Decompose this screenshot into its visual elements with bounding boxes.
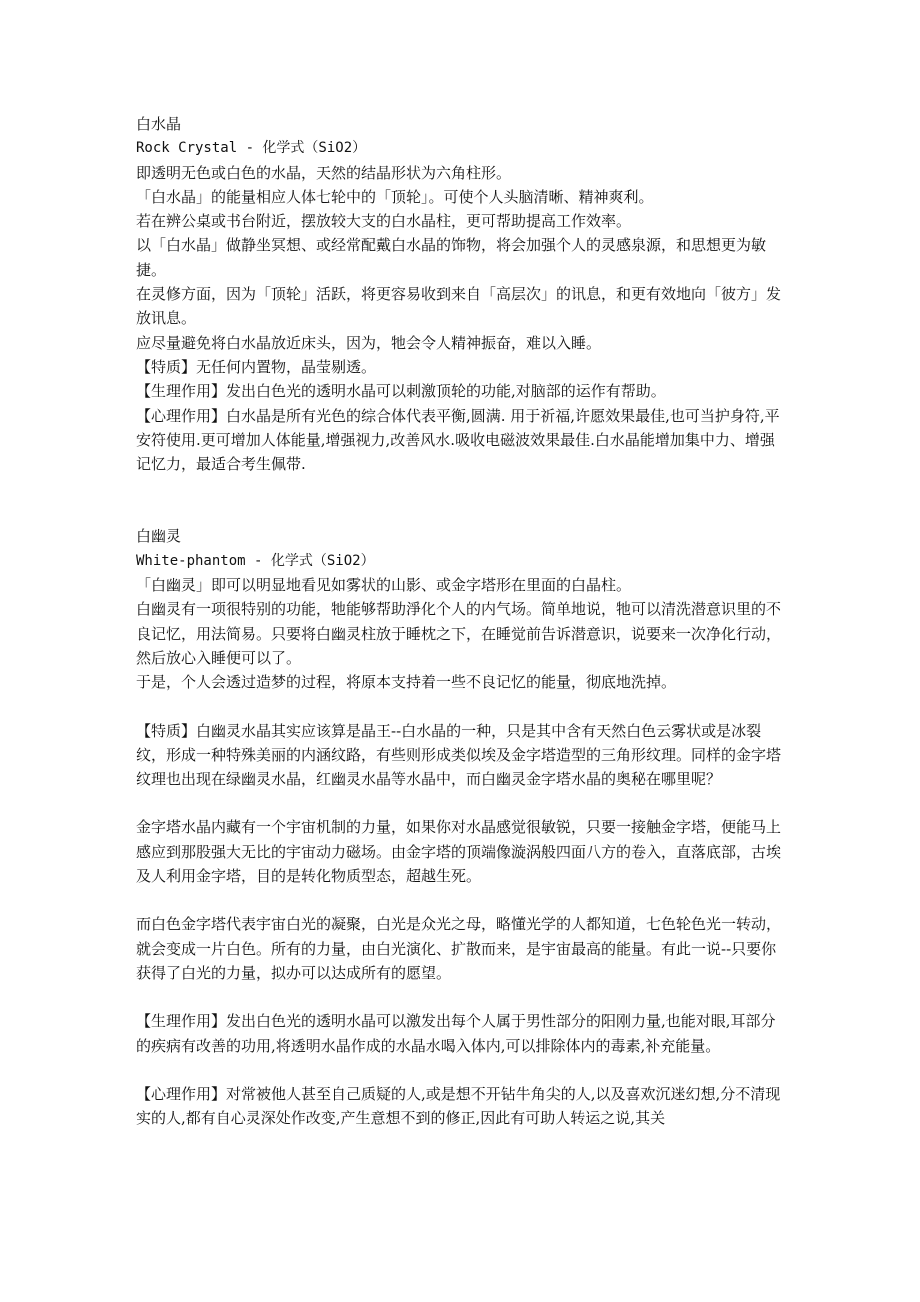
paragraph: 于是，个人会透过造梦的过程，将原本支持着一些不良记忆的能量，彻底地洗掉。 [136,673,677,692]
paragraph-physiology: 【生理作用】发出白色光的透明水晶可以激发出每个人属于男性部分的阳刚力量,也能对眼,耳部分的疾病有改善的功用,将透明水晶作成的水晶水喝入体内,可以排除体内的毒素,补充能量。 [136,1012,776,1055]
formula-line: White-phantom - 化学式（SiO2） [136,552,375,569]
section-title: 白幽灵 [136,527,182,546]
section-white-crystal [136,112,786,476]
paragraph-psychology: 【心理作用】对常被他人甚至自己质疑的人,或是想不开钻牛角尖的人,以及喜欢沉迷幻想,分不清现实的人,都有自心灵深处作改变,产生意想不到的修正,因此有可助人转运之说,其关 [136,1084,781,1128]
paragraph: 在灵修方面，因为「顶轮」活跃，将更容易收到来自「高层次」的讯息，和更有效地向「彼方」发放讯息。 [136,285,782,328]
section-white-phantom [136,524,786,1130]
formula-line: Rock Crystal - 化学式（SiO2） [136,140,367,157]
paragraph: 即透明无色或白色的水晶，天然的结晶形状为六角柱形。 [136,163,512,182]
paragraph-psychology: 【心理作用】白水晶是所有光色的综合体代表平衡,圆满. 用于祈福,许愿效果最佳,也可当护身符,平安符使用.更可增加人体能量,增强视力,改善风水.吸收电磁波效果最佳.白水晶能增加集中力、增强记忆力，最适合考生佩带. [136,406,780,474]
paragraph: 「白幽灵」即可以明显地看见如雾状的山影、或金字塔形在里面的白晶柱。 [136,576,632,595]
paragraph: 以「白水晶」做静坐冥想、或经常配戴白水晶的饰物，将会加强个人的灵感泉源，和思想更为敏捷。 [136,236,767,279]
paragraph: 若在辨公桌或书台附近，摆放较大支的白水晶柱，更可帮助提高工作效率。 [136,212,632,231]
document-page [136,112,786,1130]
paragraph: 金字塔水晶内藏有一个宇宙机制的力量，如果你对水晶感觉很敏锐，只要一接触金字塔，便能马上感应到那股强大无比的宇宙动力磁场。由金字塔的顶端像漩涡般四面八方的卷入，直落底部，古埃及人利用金字塔，目的是转化物质型态，超越生死。 [136,818,782,886]
section-title: 白水晶 [136,115,182,133]
paragraph-physiology: 【生理作用】发出白色光的透明水晶可以刺激顶轮的功能,对脑部的运作有帮助。 [136,382,666,401]
paragraph: 「白水晶」的能量相应人体七轮中的「顶轮」。可使个人头脑清晰、精神爽利。 [136,187,654,206]
paragraph-traits: 【特质】无任何内置物，晶莹剔透。 [136,357,377,376]
paragraph: 应尽量避免将白水晶放近床头，因为，牠会令人精神振奋，难以入睡。 [136,333,602,352]
paragraph: 而白色金字塔代表宇宙白光的凝聚，白光是众光之母，略懂光学的人都知道，七色轮色光一转动，就会变成一片白色。所有的力量，由白光演化、扩散而来，是宇宙最高的能量。有此一说--只要你获得了白光的力量，拟办可以达成所有的愿望。 [136,915,782,982]
paragraph-traits: 【特质】白幽灵水晶其实应该算是晶王--白水晶的一种，只是其中含有天然白色云雾状或是冰裂纹，形成一种特殊美丽的内涵纹路，有些则形成类似埃及金字塔造型的三角形纹理。同样的金字塔纹理也出现在绿幽灵水晶，红幽灵水晶等水晶中，而白幽灵金字塔水晶的奥秘在哪里呢？ [136,721,782,789]
paragraph: 白幽灵有一项很特别的功能，牠能够帮助淨化个人的内气场。简单地说，牠可以清洗潜意识里的不良记忆，用法简易。只要将白幽灵柱放于睡枕之下，在睡觉前告诉潜意识，说要来一次净化行动，然后放心入睡便可以了。 [136,600,782,667]
